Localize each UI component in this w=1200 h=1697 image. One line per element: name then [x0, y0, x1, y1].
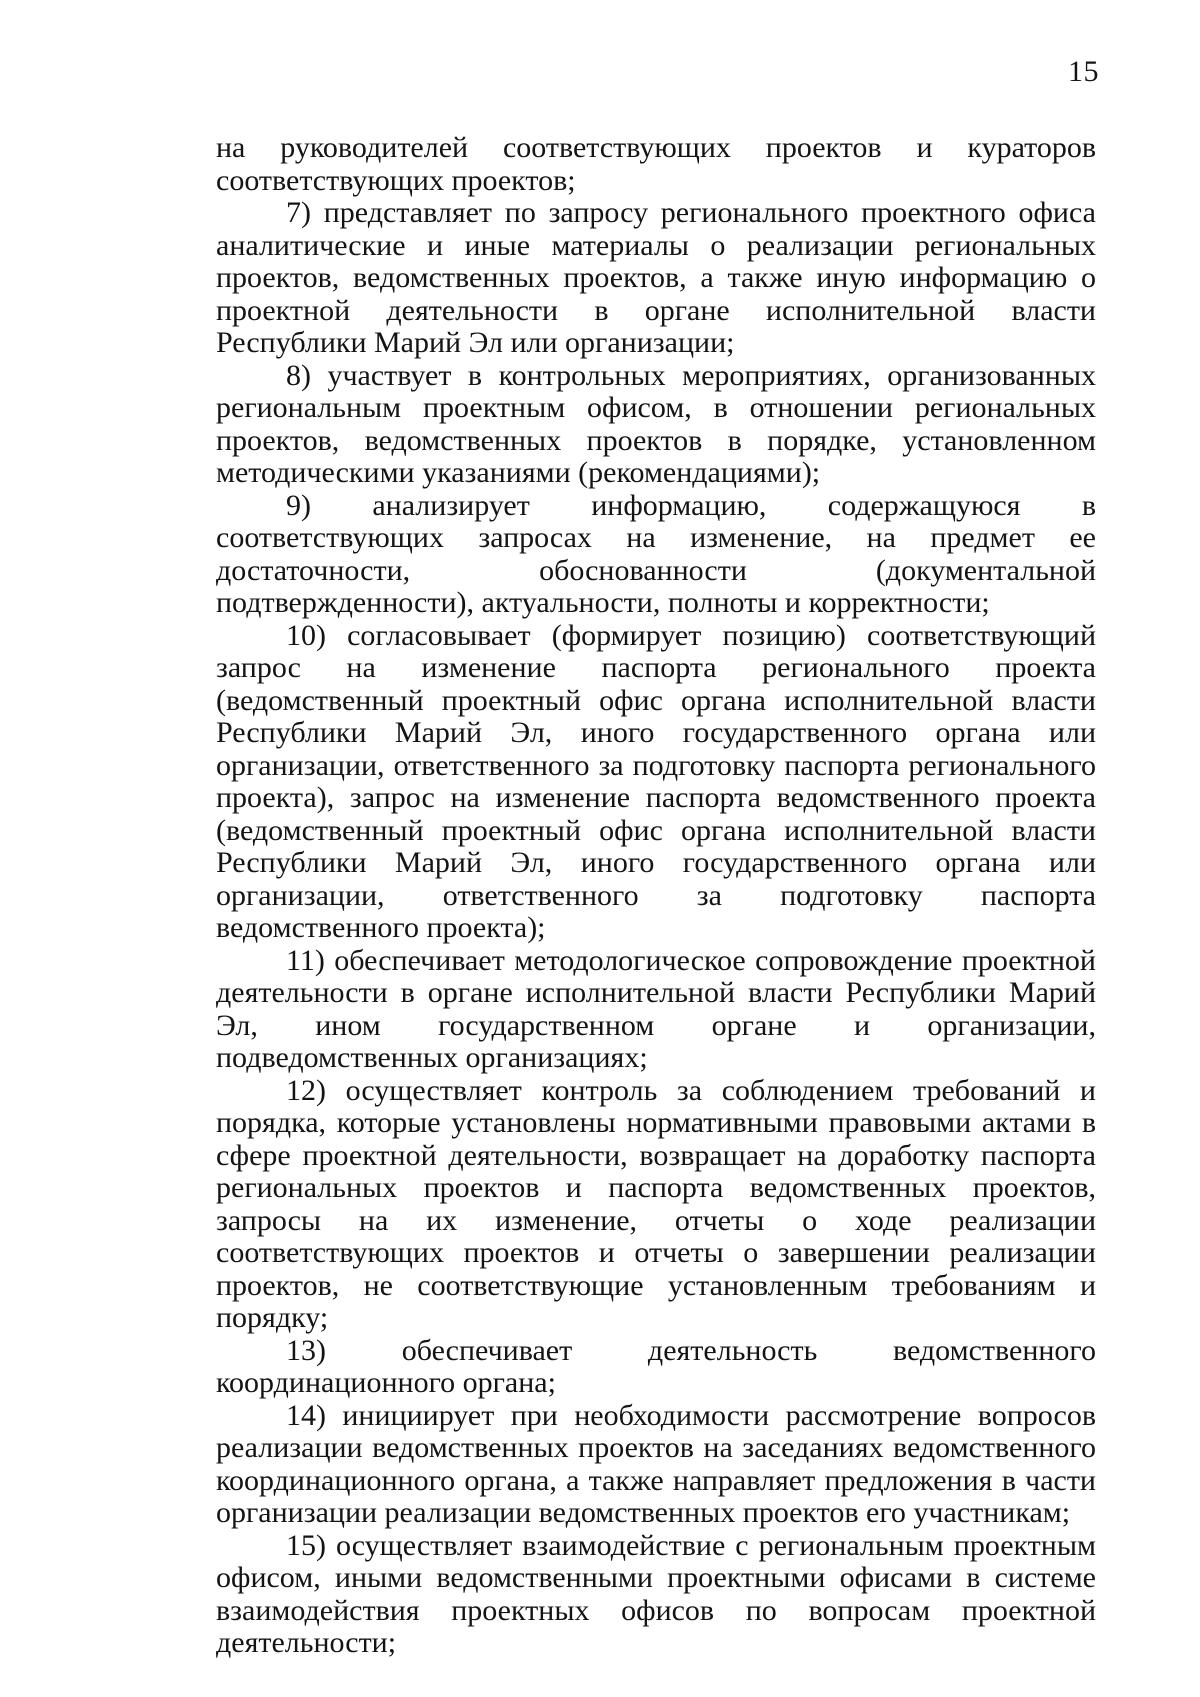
page-number: 15 — [1068, 55, 1099, 88]
paragraph-item-8: 8) участвует в контрольных мероприятиях, организованных региональным проектным офисом, в отношении региональных проектов, ведомственных проектов в порядке, установленном методическими указаниями (рекомендациями); — [216, 358, 1096, 489]
paragraph-item-13: 13) обеспечивает деятельность ведомственного координационного органа; — [216, 1333, 1096, 1399]
paragraph-item-15: 15) осуществляет взаимодействие с региональным проектным офисом, иными ведомственными проектными офисами в системе взаимодействия проектных офисов по вопросам проектной деятельности; — [216, 1528, 1096, 1659]
paragraph-continuation: на руководителей соответствующих проектов и кураторов соответствующих проектов; — [216, 131, 1096, 197]
paragraph-item-7: 7) представляет по запросу регионального проектного офиса аналитические и иные материалы о реализации региональных проектов, ведомственных проектов, а также иную информацию о проектной деятельности в органе исполнительной власти Республики Марий Эл или организации; — [216, 196, 1096, 359]
paragraph-item-12: 12) осуществляет контроль за соблюдением требований и порядка, которые установлены нормативными правовыми актами в сфере проектной деятельности, возвращает на доработку паспорта региональных проектов и паспорта ведомственных проектов, запросы на их изменение, отчеты о ходе реализации соответствующих проектов и отчеты о завершении реализации проектов, не соответствующие установленным требованиям и порядку; — [216, 1073, 1096, 1334]
document-body — [216, 132, 1096, 1660]
paragraph-item-14: 14) инициирует при необходимости рассмотрение вопросов реализации ведомственных проектов на заседаниях ведомственного координационного органа, а также направляет предложения в части организации реализации ведомственных проектов его участникам; — [216, 1398, 1096, 1529]
paragraph-item-9: 9) анализирует информацию, содержащуюся в соответствующих запросах на изменение, на предмет ее достаточности, обоснованности (документальной подтвержденности), актуальности, полноты и корректности; — [216, 488, 1096, 619]
paragraph-item-10: 10) согласовывает (формирует позицию) соответствующий запрос на изменение паспорта регионального проекта (ведомственный проектный офис органа исполнительной власти Республики Марий Эл, иного государственного органа или организации, ответственного за подготовку паспорта регионального проекта), запрос на изменение паспорта ведомственного проекта (ведомственный проектный офис органа исполнительной власти Республики Марий Эл, иного государственного органа или организации, ответственного за подготовку паспорта ведомственного проекта); — [216, 618, 1096, 944]
paragraph-item-11: 11) обеспечивает методологическое сопровождение проектной деятельности в органе исполнительной власти Республики Марий Эл, ином государственном органе и организации, подведомственных организациях; — [216, 943, 1096, 1074]
